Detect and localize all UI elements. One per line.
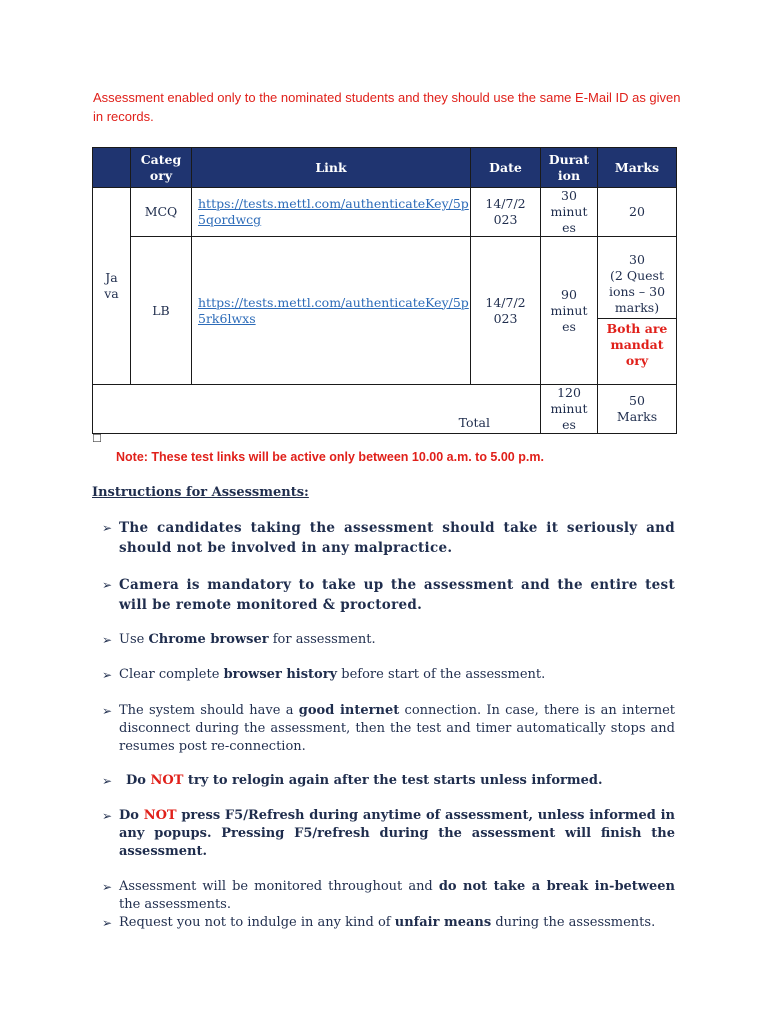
mandatory-note: Both are mandat ory — [606, 321, 668, 368]
date-cell: 14/7/2 023 — [471, 237, 541, 385]
text-segment: before start of the assessment. — [337, 667, 546, 682]
instruction-text — [102, 914, 675, 932]
text-segment: Use — [119, 632, 149, 647]
bullet-arrow-icon: ➢ — [102, 880, 113, 894]
text-segment: try to relogin again after the test starts unless informed. — [183, 773, 603, 788]
instruction-text — [102, 878, 675, 914]
instruction-item — [102, 575, 675, 615]
bold-segment: unfair means — [394, 915, 492, 930]
total-label: Total — [458, 415, 490, 430]
text-segment: Do — [119, 808, 144, 823]
link-cell — [192, 237, 471, 385]
instruction-item — [102, 518, 675, 558]
table-row — [93, 237, 677, 385]
instruction-text: Camera is mandatory to take up the assessment and the entire test will be remote monitored & proctored. — [119, 577, 675, 613]
text-segment: for assessment. — [268, 632, 376, 647]
total-label-cell — [93, 385, 541, 434]
bullet-arrow-icon: ➢ — [102, 809, 113, 823]
category-cell: MCQ — [131, 188, 192, 237]
bold-segment: Chrome browser — [148, 632, 269, 647]
text-segment: the assessments. — [119, 897, 231, 912]
bold-segment: do not take a break in-between — [438, 879, 675, 894]
total-row — [93, 385, 677, 434]
assessment-table — [92, 147, 677, 434]
text-segment: Assessment will be monitored throughout and — [119, 879, 439, 894]
eligibility-notice: Assessment enabled only to the nominated students and they should use the same E-Mail ID as given in records. — [93, 90, 681, 124]
duration-cell: 30 minut es — [541, 188, 598, 237]
instruction-text — [102, 702, 675, 756]
instruction-item — [102, 631, 675, 649]
bullet-arrow-icon: ➢ — [102, 704, 113, 718]
marks-cell — [598, 237, 677, 385]
header-duration: Durat ion — [541, 148, 598, 188]
header-marks: Marks — [598, 148, 677, 188]
table-row — [93, 188, 677, 237]
instruction-item — [102, 914, 675, 932]
total-duration-cell: 120 minut es — [541, 385, 598, 434]
text-segment: Request you not to indulge in any kind of — [119, 915, 395, 930]
total-marks-cell: 50 Marks — [598, 385, 677, 434]
link-cell — [192, 188, 471, 237]
timing-note: Note: These test links will be active only between 10.00 a.m. to 5.00 p.m. — [116, 450, 544, 464]
language-cell: Ja va — [93, 188, 131, 385]
placeholder-symbol-icon: ☐ — [92, 432, 102, 445]
instruction-item — [102, 702, 675, 756]
header-category: Categ ory — [131, 148, 192, 188]
instruction-text — [102, 631, 675, 649]
marks-value: 30 — [629, 252, 645, 267]
text-segment: press F5/Refresh during anytime of assessment, unless informed in any popups. Pressing F5/refresh during the assessment will finish the assessment. — [119, 808, 675, 859]
red-segment: NOT — [150, 773, 184, 788]
red-segment: NOT — [143, 808, 177, 823]
bullet-arrow-icon: ➢ — [102, 916, 113, 930]
test-link-lb[interactable]: https://tests.mettl.com/authenticateKey/5p5rk6lwxs — [198, 294, 469, 326]
instruction-text: The candidates taking the assessment should take it seriously and should not be involved in any malpractice. — [119, 520, 675, 556]
header-link: Link — [192, 148, 471, 188]
bullet-arrow-icon: ➢ — [102, 578, 113, 592]
instruction-text — [102, 772, 675, 790]
marks-detail: (2 Quest ions – 30 marks) — [598, 268, 676, 319]
instruction-item — [102, 772, 675, 790]
text-segment: Clear complete — [119, 667, 224, 682]
text-segment: The system should have a — [119, 703, 299, 718]
header-blank — [93, 148, 131, 188]
instructions-heading: Instructions for Assessments: — [92, 485, 309, 500]
bold-segment: browser history — [223, 667, 338, 682]
instruction-text — [102, 666, 675, 684]
date-cell: 14/7/2 023 — [471, 188, 541, 237]
text-segment: connection. In case, there is an internet disconnect during the assessment, then the test and timer automatically stops and resumes post re-connection. — [119, 703, 675, 754]
bullet-arrow-icon: ➢ — [102, 521, 113, 535]
bold-segment: good internet — [298, 703, 400, 718]
instruction-item — [102, 807, 675, 861]
header-date: Date — [471, 148, 541, 188]
text-segment: Do — [126, 773, 151, 788]
bullet-arrow-icon: ➢ — [102, 668, 113, 682]
text-segment: during the assessments. — [491, 915, 656, 930]
marks-cell: 20 — [598, 188, 677, 237]
instruction-text — [102, 807, 675, 861]
duration-cell: 90 minut es — [541, 237, 598, 385]
instruction-item — [102, 878, 675, 914]
table-header-row — [93, 148, 677, 188]
test-link-mcq[interactable]: https://tests.mettl.com/authenticateKey/5p5qordwcg — [198, 196, 469, 227]
category-cell: LB — [131, 237, 192, 385]
instruction-item — [102, 666, 675, 684]
bullet-arrow-icon: ➢ — [102, 774, 113, 788]
bullet-arrow-icon: ➢ — [102, 633, 113, 647]
